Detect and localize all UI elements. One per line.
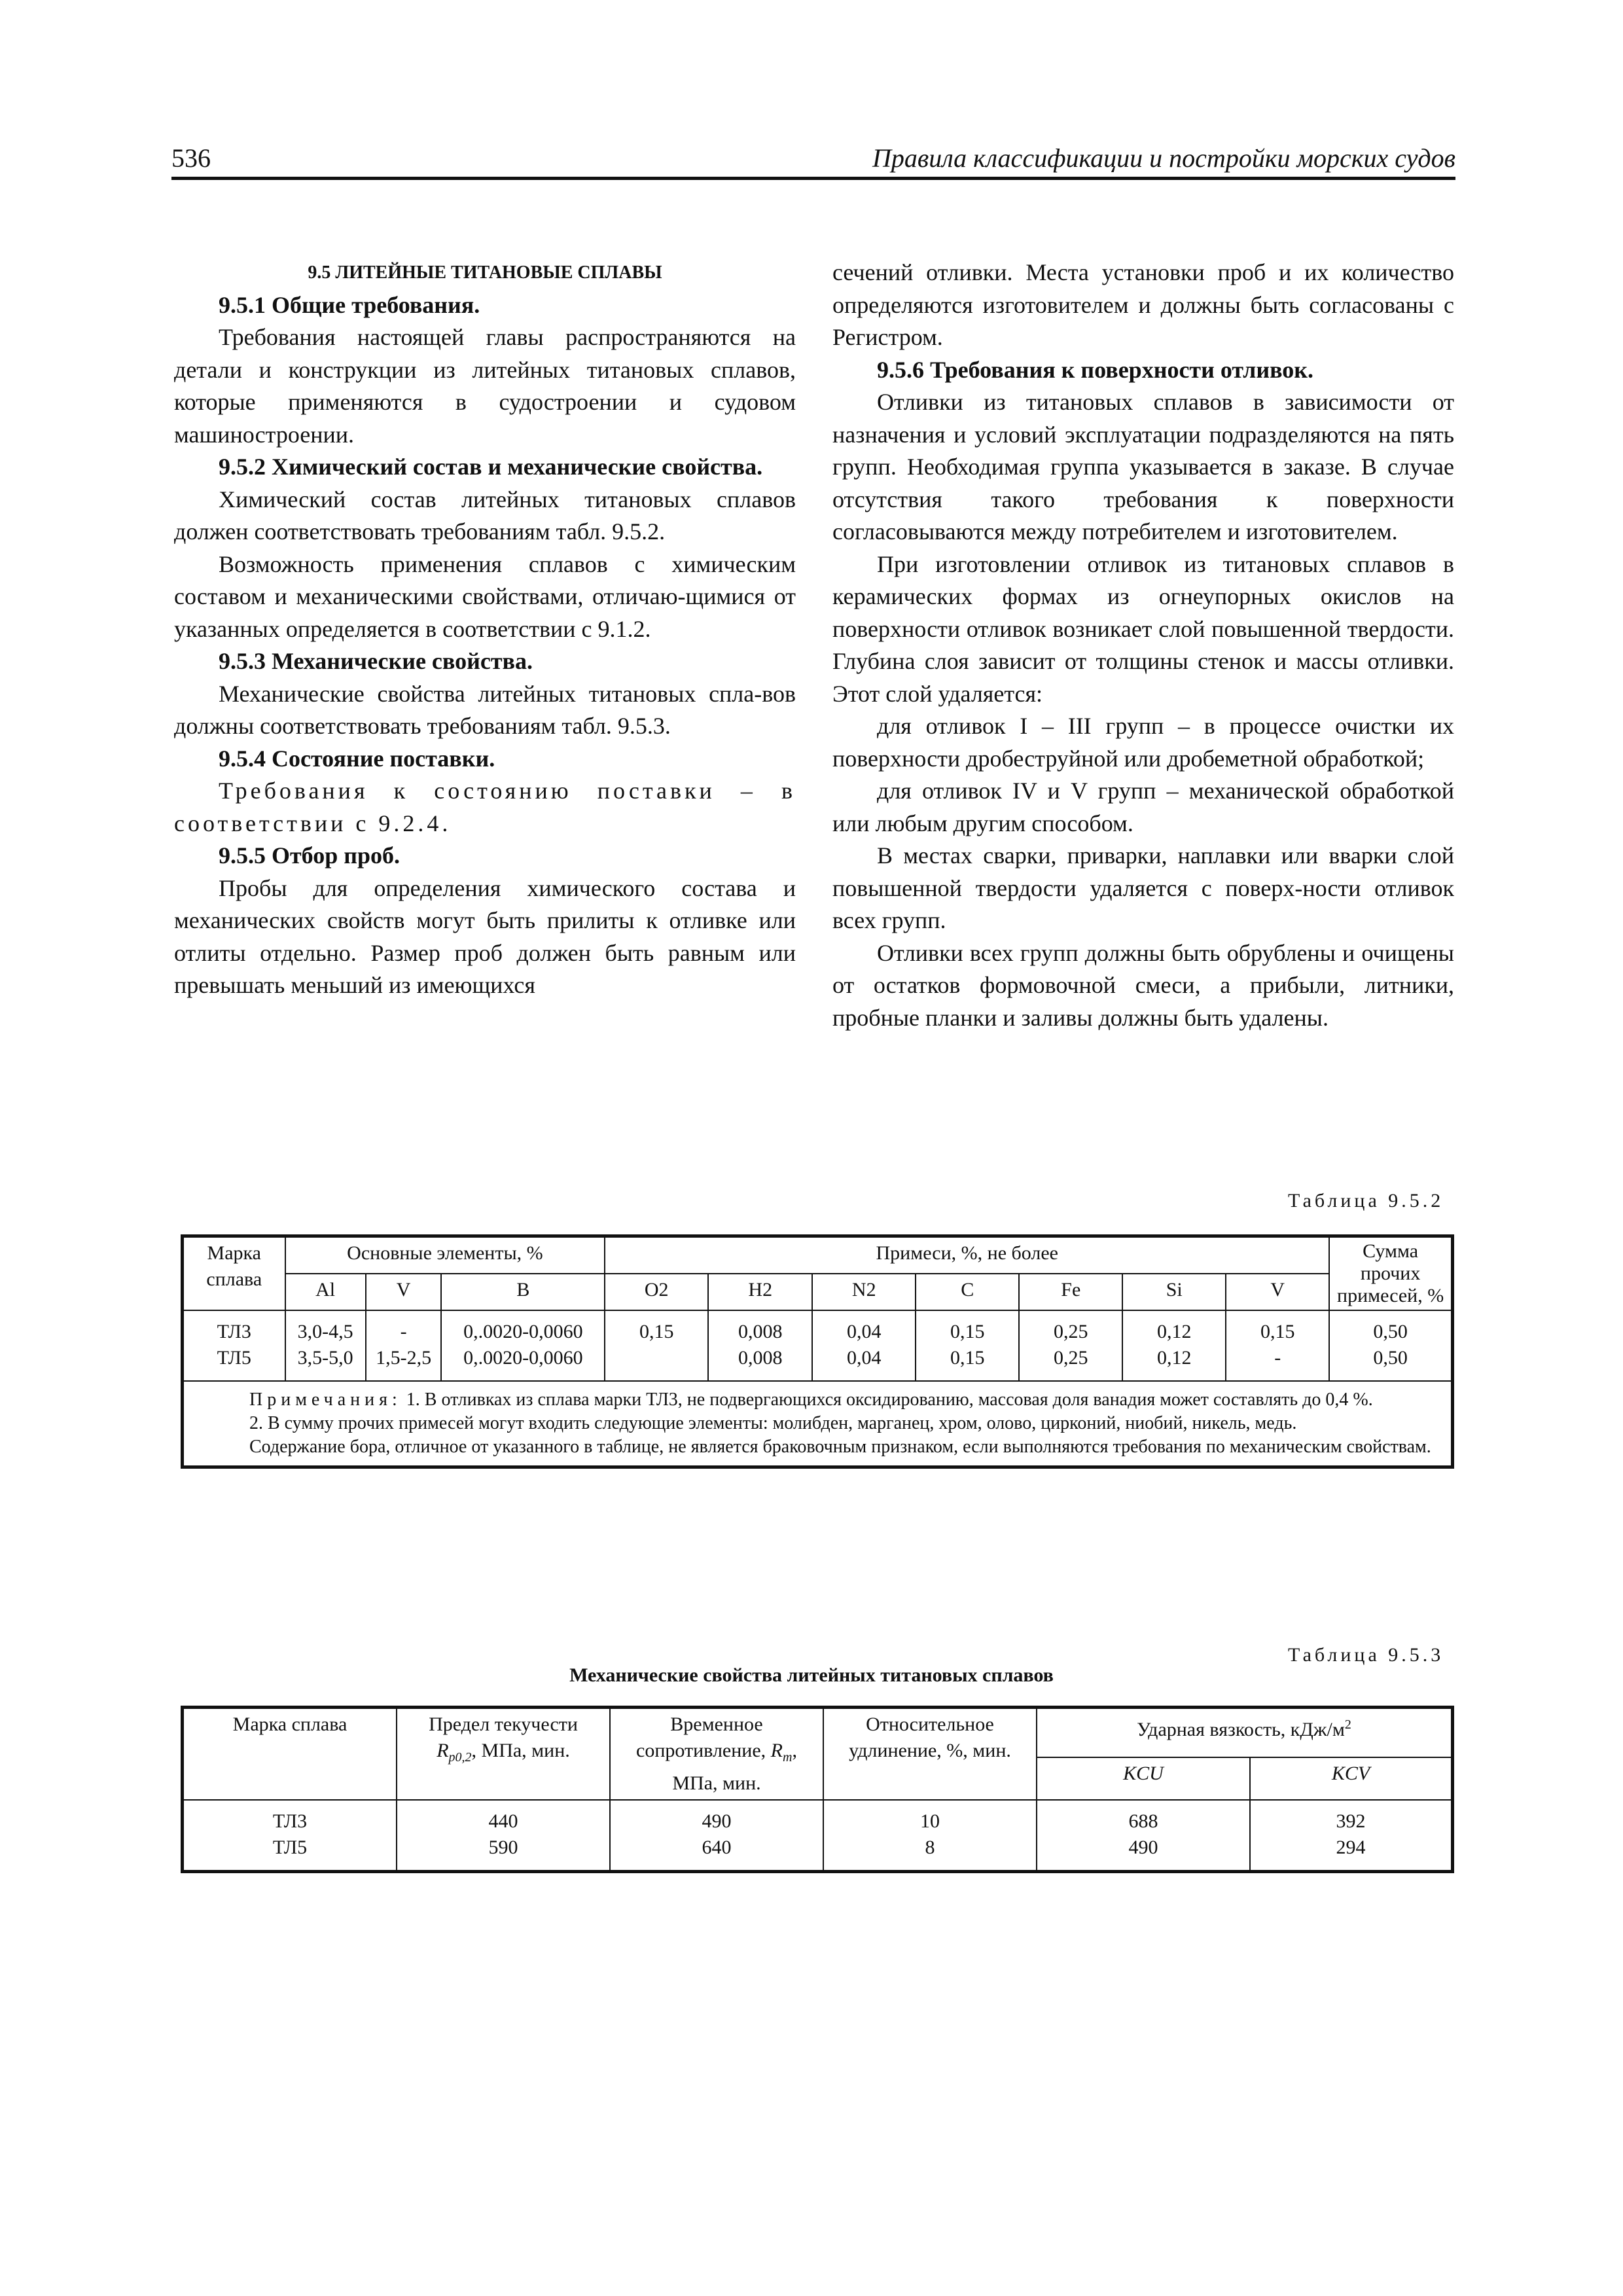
col-header: C [916,1274,1019,1310]
paragraph-9-5-2b: Возможность применения сплавов с химическим составом и механическими свойствами, отличаю-щимися от указанных определяется в соответствии с 9.1.2. [174,550,796,642]
table-9-5-3 [181,1706,1454,1873]
table-cell: - 1,5-2,5 [366,1310,442,1381]
table-notes [183,1381,1453,1467]
table-cell: ТЛ3 ТЛ5 [183,1310,285,1381]
col-header-tensile: Временное сопротивление, $R_m$, МПа, мин. [610,1708,823,1801]
table-9-5-3-title: Механические свойства литейных титановых сплавов [569,1664,1054,1686]
note-2: 2. В сумму прочих примесей могут входить следующие элементы: молибден, марганец, хром, олово, цирконий, ниобий, никель, медь. [249,1413,1297,1433]
col-header-main-elements: Основные элементы, % [285,1236,605,1274]
col-header-kcu: KCU [1037,1757,1250,1800]
col-header: H2 [708,1274,812,1310]
note-1: 1. В отливках из сплава марки ТЛ3, не подвергающихся оксидированию, массовая доля ванадия может составлять до 0,4 %. [406,1390,1373,1410]
table-cell: 688 490 [1037,1800,1250,1872]
table-cell: 0,12 0,12 [1122,1310,1226,1381]
table-cell: 0,15 - [1226,1310,1329,1381]
table-cell: 0,04 0,04 [812,1310,916,1381]
paragraph-9-5-6c: для отливок I – III групп – в процессе очистки их поверхности дробеструйной или дробеметной обработкой; [832,713,1454,772]
col-header-grade: Марка сплава [183,1708,397,1801]
col-header: B [441,1274,605,1310]
header-rule [171,177,1455,180]
paragraph-9-5-3: Механические свойства литейных титановых спла-вов должны соответствовать требованиям табл. 9.5.3. [174,680,796,739]
heading-9-5-1: 9.5.1 Общие требования. [219,291,480,318]
col-header: Al [285,1274,366,1310]
paragraph-9-5-5: Пробы для определения химического состава и механических свойств могут быть прилиты к отливке или отлиты отдельно. Размер проб должен быть равным или превышать меньший из имеющихся [174,874,796,998]
paragraph-9-5-6b: При изготовлении отливок из титановых сплавов в керамических формах из огнеупорных окислов на поверхности отливок возникает слой повышенной твердости. Глубина слоя зависит от толщины стенок и массы отливки. Этот слой удаляется: [832,550,1454,707]
paragraph-9-5-6e: В местах сварки, приварки, наплавки или вварки слой повышенной твердости удаляется с поверх-ности отливок всех групп. [832,842,1454,933]
paragraph-continued: сечений отливки. Места установки проб и их количество определяются изготовителем и должны быть согласованы с Регистром. [832,259,1454,350]
heading-9-5-6: 9.5.6 Требования к поверхности отливок. [877,356,1314,383]
right-column [832,257,1454,1034]
table-cell: 440 590 [397,1800,610,1872]
paragraph-9-5-6a: Отливки из титановых сплавов в зависимости от назначения и условий эксплуатации подразделяются на пять групп. Необходимая группа указывается в заказе. В случае отсутствия такого требования к поверхности согласовываются между потребителем и изготовителем. [832,389,1454,545]
table-cell: 3,0-4,5 3,5-5,0 [285,1310,366,1381]
heading-9-5-2: 9.5.2 Химический состав и механические свойства. [219,454,763,480]
paragraph-9-5-1: Требования настоящей главы распространяются на детали и конструкции из литейных титановых сплавов, которые применяются в судостроении и судовом машиностроении. [174,324,796,448]
col-header-kcv: KCV [1250,1757,1453,1800]
table-cell: 490 640 [610,1800,823,1872]
col-header-sum: Сумма прочих примесей, % [1329,1236,1452,1311]
table-cell: 0,15 0,15 [916,1310,1019,1381]
page-number: 536 [171,143,211,173]
table-cell: 0,25 0,25 [1019,1310,1122,1381]
col-header-grade: Марка сплава [183,1236,285,1311]
col-header: Si [1122,1274,1226,1310]
col-header-impurities: Примеси, %, не более [605,1236,1329,1274]
col-header-elongation: Относительное удлинение, %, мин. [823,1708,1037,1801]
table-cell: 0,15 [605,1310,708,1381]
col-header: Fe [1019,1274,1122,1310]
note-3: Содержание бора, отличное от указанного в таблице, не является браковочным признаком, если выполняются требования по механическим свойствам. [249,1437,1431,1457]
col-header: O2 [605,1274,708,1310]
left-column [174,257,796,1002]
table-cell: ТЛ3 ТЛ5 [183,1800,397,1872]
table-9-5-2-caption: Таблица 9.5.2 [1288,1190,1444,1211]
paragraph-9-5-4: Требования к состоянию поставки – в соответствии с 9.2.4. [174,778,796,836]
table-9-5-2 [181,1234,1454,1469]
heading-9-5-4: 9.5.4 Состояние поставки. [219,745,495,772]
col-header: N2 [812,1274,916,1310]
table-9-5-3-caption: Таблица 9.5.3 [1288,1644,1444,1666]
col-header-yield: Предел текучести $R_{p0,2}$, МПа, мин. [397,1708,610,1801]
paragraph-9-5-6f: Отливки всех групп должны быть обрублены и очищены от остатков формовочной смеси, а прибыли, литники, пробные планки и заливы должны быть удалены. [832,939,1454,1031]
heading-9-5-3: 9.5.3 Механические свойства. [219,648,533,674]
table-cell: 0,50 0,50 [1329,1310,1452,1381]
paragraph-9-5-6d: для отливок IV и V групп – механической обработкой или любым другим способом. [832,778,1454,836]
table-cell: 10 8 [823,1800,1037,1872]
section-title: 9.5 ЛИТЕЙНЫЕ ТИТАНОВЫЕ СПЛАВЫ [308,262,662,283]
col-header-impact: Ударная вязкость, кДж/$м^2$ [1037,1708,1453,1758]
table-cell: 0,008 0,008 [708,1310,812,1381]
paragraph-9-5-2a: Химический состав литейных титановых сплавов должен соответствовать требованиям табл. 9.5.2. [174,486,796,545]
table-cell: 392 294 [1250,1800,1453,1872]
col-header: V [1226,1274,1329,1310]
page-header [171,143,1455,179]
table-cell: 0,.0020-0,0060 0,.0020-0,0060 [441,1310,605,1381]
running-title: Правила классификации и постройки морских судов [872,143,1455,173]
notes-label: Примечания: [249,1390,402,1410]
heading-9-5-5: 9.5.5 Отбор проб. [219,842,400,869]
col-header: V [366,1274,442,1310]
